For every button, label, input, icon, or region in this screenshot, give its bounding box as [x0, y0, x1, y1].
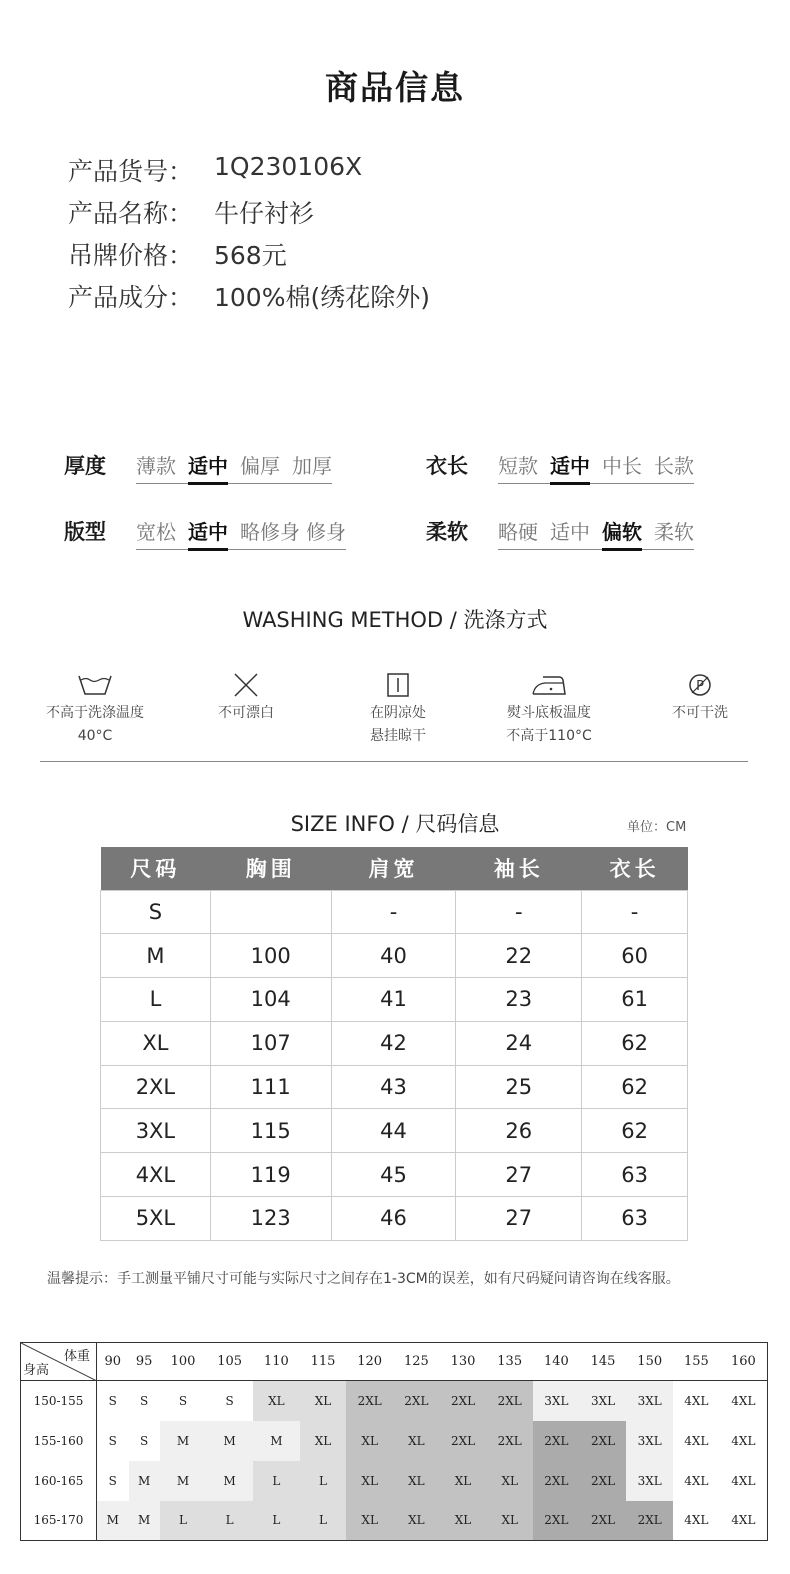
info-value: 牛仔衬衫	[214, 199, 315, 228]
recommended-size-cell: M	[160, 1421, 207, 1461]
attr-option: 略修身	[240, 520, 300, 544]
size-info-title: SIZE INFO / 尺码信息	[290, 812, 500, 836]
table-cell: 23	[456, 978, 582, 1022]
table-cell: L	[101, 978, 211, 1022]
table-cell: 46	[331, 1197, 456, 1241]
table-cell: 45	[331, 1153, 456, 1197]
table-cell: 123	[210, 1197, 331, 1241]
recommended-size-cell: 2XL	[486, 1381, 533, 1421]
info-label: 产品名称：	[68, 199, 194, 228]
table-cell: 111	[210, 1065, 331, 1109]
recommended-size-cell: 2XL	[580, 1461, 627, 1501]
info-label: 吊牌价格：	[68, 241, 194, 270]
recommended-size-cell: M	[160, 1461, 207, 1501]
recommended-size-cell: 4XL	[673, 1461, 720, 1501]
wash-text: 不可干洗	[672, 705, 728, 721]
weight-header-cell: 130	[440, 1343, 487, 1381]
recommended-size-cell: 2XL	[533, 1501, 580, 1541]
info-value: 100%棉(绣花除外)	[214, 283, 430, 312]
table-cell: 63	[582, 1197, 688, 1241]
weight-header-cell: 145	[580, 1343, 627, 1381]
table-cell: 104	[210, 978, 331, 1022]
wash-item	[630, 670, 770, 725]
recommended-size-cell: M	[253, 1421, 300, 1461]
size-header-cell: 胸围	[210, 847, 331, 890]
recommended-size-cell: XL	[393, 1501, 440, 1541]
recommended-size-cell: L	[300, 1501, 347, 1541]
recommended-size-cell: 2XL	[580, 1501, 627, 1541]
recommended-size-cell: S	[97, 1461, 129, 1501]
attr-option: 偏厚	[240, 454, 280, 478]
table-cell: 43	[331, 1065, 456, 1109]
washing-title: WASHING METHOD / 洗涤方式	[242, 608, 548, 632]
table-cell: 60	[582, 934, 688, 978]
table-cell: 107	[210, 1021, 331, 1065]
weight-header-cell: 100	[160, 1343, 207, 1381]
table-cell: 2XL	[101, 1065, 211, 1109]
table-cell: 41	[331, 978, 456, 1022]
recommendation-row	[21, 1501, 768, 1541]
wash-text: 40°C	[77, 728, 113, 744]
recommended-size-cell: M	[129, 1501, 160, 1541]
recommended-size-cell: M	[97, 1501, 129, 1541]
attr-softness	[426, 516, 694, 550]
wash-item	[176, 670, 316, 725]
table-cell: 119	[210, 1153, 331, 1197]
recommended-size-cell: XL	[253, 1381, 300, 1421]
info-row-price	[68, 236, 430, 278]
recommended-size-cell: S	[129, 1421, 160, 1461]
table-cell: 40	[331, 934, 456, 978]
recommended-size-cell: M	[129, 1461, 160, 1501]
table-row	[101, 978, 688, 1022]
wash-item	[328, 670, 468, 748]
no-dry-clean-icon	[630, 670, 770, 700]
table-row	[101, 1021, 688, 1065]
recommended-size-cell: 4XL	[720, 1501, 768, 1541]
attr-option-selected: 适中	[188, 516, 228, 545]
recommended-size-cell: XL	[440, 1461, 487, 1501]
recommended-size-cell: 3XL	[580, 1381, 627, 1421]
weight-header-row	[21, 1343, 768, 1381]
attr-options	[136, 516, 346, 550]
recommended-size-cell: 4XL	[720, 1461, 768, 1501]
wash-text: 熨斗底板温度	[507, 705, 591, 721]
recommended-size-cell: S	[97, 1381, 129, 1421]
recommended-size-cell: 3XL	[626, 1421, 673, 1461]
height-cell: 160-165	[21, 1461, 97, 1501]
recommended-size-cell: 4XL	[673, 1421, 720, 1461]
info-value: 568元	[214, 241, 287, 270]
table-cell: S	[101, 890, 211, 934]
table-cell: 27	[456, 1197, 582, 1241]
attr-option-selected: 适中	[188, 450, 228, 479]
table-cell: 42	[331, 1021, 456, 1065]
recommendation-body	[21, 1343, 768, 1541]
attr-option-selected: 适中	[550, 450, 590, 479]
wash-text: 悬挂晾干	[370, 728, 426, 744]
recommended-size-cell: XL	[440, 1501, 487, 1541]
recommended-size-cell: 2XL	[580, 1421, 627, 1461]
weight-header-cell: 125	[393, 1343, 440, 1381]
info-row-name	[68, 194, 430, 236]
recommended-size-cell: XL	[300, 1421, 347, 1461]
height-cell: 150-155	[21, 1381, 97, 1421]
table-row	[101, 1153, 688, 1197]
size-table-header	[101, 847, 688, 890]
weight-header-cell: 110	[253, 1343, 300, 1381]
info-value: 1Q230106X	[214, 152, 363, 181]
table-row	[101, 890, 688, 934]
recommended-size-cell: L	[160, 1501, 207, 1541]
recommended-size-cell: S	[206, 1381, 253, 1421]
recommended-size-cell: 2XL	[626, 1501, 673, 1541]
recommended-size-cell: M	[206, 1461, 253, 1501]
height-cell: 165-170	[21, 1501, 97, 1541]
svg-text:P: P	[696, 679, 704, 694]
table-cell: 62	[582, 1065, 688, 1109]
size-unit: 单位：CM	[627, 820, 687, 835]
size-table-body	[101, 890, 688, 1240]
recommended-size-cell: M	[206, 1421, 253, 1461]
table-cell: 61	[582, 978, 688, 1022]
size-header-cell: 肩宽	[331, 847, 456, 890]
weight-header-cell: 155	[673, 1343, 720, 1381]
size-header-cell: 尺码	[101, 847, 211, 890]
measurement-tip: 温馨提示：手工测量平铺尺寸可能与实际尺寸之间存在1-3CM的误差，如有尺码疑问请咨询在线客服。	[47, 1271, 680, 1287]
wash-text: 不高于110°C	[506, 728, 592, 744]
recommended-size-cell: XL	[346, 1501, 393, 1541]
corner-cell	[21, 1343, 97, 1381]
table-cell: XL	[101, 1021, 211, 1065]
iron-icon	[479, 670, 619, 700]
recommended-size-cell: 2XL	[533, 1421, 580, 1461]
attr-option: 中长	[602, 454, 642, 478]
recommended-size-cell: S	[129, 1381, 160, 1421]
table-cell: 4XL	[101, 1153, 211, 1197]
attr-fit	[64, 516, 346, 550]
recommended-size-cell: S	[97, 1421, 129, 1461]
recommended-size-cell: L	[206, 1501, 253, 1541]
attr-option: 适中	[550, 520, 590, 544]
recommended-size-cell: 2XL	[440, 1381, 487, 1421]
attr-option: 薄款	[136, 454, 176, 478]
recommended-size-cell: 4XL	[720, 1381, 768, 1421]
recommended-size-cell: 3XL	[626, 1461, 673, 1501]
recommended-size-cell: 2XL	[440, 1421, 487, 1461]
info-label: 产品成分：	[68, 283, 194, 312]
table-cell: M	[101, 934, 211, 978]
attr-options	[498, 450, 694, 484]
wash-text: 不可漂白	[218, 705, 274, 721]
table-cell	[210, 890, 331, 934]
attr-options	[136, 450, 332, 484]
height-cell: 155-160	[21, 1421, 97, 1461]
recommended-size-cell: 2XL	[486, 1421, 533, 1461]
weight-header-cell: 95	[129, 1343, 160, 1381]
table-cell: 25	[456, 1065, 582, 1109]
table-cell: -	[331, 890, 456, 934]
size-header-cell: 衣长	[582, 847, 688, 890]
attr-name: 厚度	[64, 454, 106, 478]
wash-item	[479, 670, 619, 748]
table-cell: 44	[331, 1109, 456, 1153]
attr-name: 版型	[64, 520, 106, 544]
recommended-size-cell: L	[253, 1461, 300, 1501]
recommended-size-cell: 3XL	[626, 1381, 673, 1421]
table-cell: 5XL	[101, 1197, 211, 1241]
wash-tub-icon	[25, 670, 165, 700]
recommendation-row	[21, 1461, 768, 1501]
recommended-size-cell: 2XL	[533, 1461, 580, 1501]
recommended-size-cell: 4XL	[673, 1501, 720, 1541]
recommended-size-cell: XL	[346, 1461, 393, 1501]
weight-header-cell: 105	[206, 1343, 253, 1381]
size-header-cell: 袖长	[456, 847, 582, 890]
weight-header-cell: 135	[486, 1343, 533, 1381]
recommended-size-cell: 2XL	[346, 1381, 393, 1421]
attr-option: 长款	[654, 454, 694, 478]
weight-label: 体重	[63, 1349, 90, 1364]
attr-name: 柔软	[426, 520, 468, 544]
table-row	[101, 1065, 688, 1109]
recommended-size-cell: 3XL	[533, 1381, 580, 1421]
wash-item	[25, 670, 165, 748]
recommended-size-cell: XL	[346, 1421, 393, 1461]
page-title: 商品信息	[325, 68, 465, 107]
table-cell: -	[582, 890, 688, 934]
table-row	[101, 1109, 688, 1153]
wash-text: 在阴凉处	[370, 705, 426, 721]
attr-option: 修身	[306, 520, 346, 544]
recommended-size-cell: XL	[486, 1461, 533, 1501]
size-table	[100, 847, 688, 1241]
attr-option: 加厚	[292, 454, 332, 478]
table-cell: 24	[456, 1021, 582, 1065]
recommended-size-cell: L	[253, 1501, 300, 1541]
height-label: 身高	[23, 1363, 50, 1378]
size-recommendation-table	[20, 1342, 768, 1541]
no-bleach-icon	[176, 670, 316, 700]
recommended-size-cell: 2XL	[393, 1381, 440, 1421]
info-label: 产品货号：	[68, 157, 194, 186]
washing-instructions	[40, 670, 748, 762]
attr-option: 柔软	[654, 520, 694, 544]
recommended-size-cell: XL	[393, 1421, 440, 1461]
weight-header-cell: 115	[300, 1343, 347, 1381]
recommended-size-cell: XL	[300, 1381, 347, 1421]
info-row-material	[68, 278, 430, 320]
weight-header-cell: 90	[97, 1343, 129, 1381]
attr-option: 宽松	[136, 520, 176, 544]
recommended-size-cell: 4XL	[673, 1381, 720, 1421]
table-cell: 62	[582, 1109, 688, 1153]
recommendation-row	[21, 1381, 768, 1421]
line-dry-shade-icon	[328, 670, 468, 700]
wash-text: 不高于洗涤温度	[46, 705, 144, 721]
table-cell: 27	[456, 1153, 582, 1197]
table-cell: 26	[456, 1109, 582, 1153]
weight-header-cell: 140	[533, 1343, 580, 1381]
attr-option-selected: 偏软	[602, 516, 642, 545]
weight-header-cell: 120	[346, 1343, 393, 1381]
recommended-size-cell: L	[300, 1461, 347, 1501]
recommended-size-cell: 4XL	[720, 1421, 768, 1461]
product-info	[68, 152, 430, 320]
table-cell: 100	[210, 934, 331, 978]
recommended-size-cell: S	[160, 1381, 207, 1421]
table-cell: 115	[210, 1109, 331, 1153]
table-cell: 63	[582, 1153, 688, 1197]
table-row	[101, 1197, 688, 1241]
info-row-sku	[68, 152, 430, 194]
table-cell: -	[456, 890, 582, 934]
table-row	[101, 934, 688, 978]
recommendation-row	[21, 1421, 768, 1461]
weight-header-cell: 160	[720, 1343, 768, 1381]
attr-option: 略硬	[498, 520, 538, 544]
attr-option: 短款	[498, 454, 538, 478]
table-cell: 22	[456, 934, 582, 978]
table-cell: 3XL	[101, 1109, 211, 1153]
recommended-size-cell: XL	[486, 1501, 533, 1541]
attr-name: 衣长	[426, 454, 468, 478]
recommended-size-cell: XL	[393, 1461, 440, 1501]
attr-thickness	[64, 450, 332, 484]
weight-header-cell: 150	[626, 1343, 673, 1381]
attr-length	[426, 450, 694, 484]
attr-options	[498, 516, 694, 550]
table-cell: 62	[582, 1021, 688, 1065]
